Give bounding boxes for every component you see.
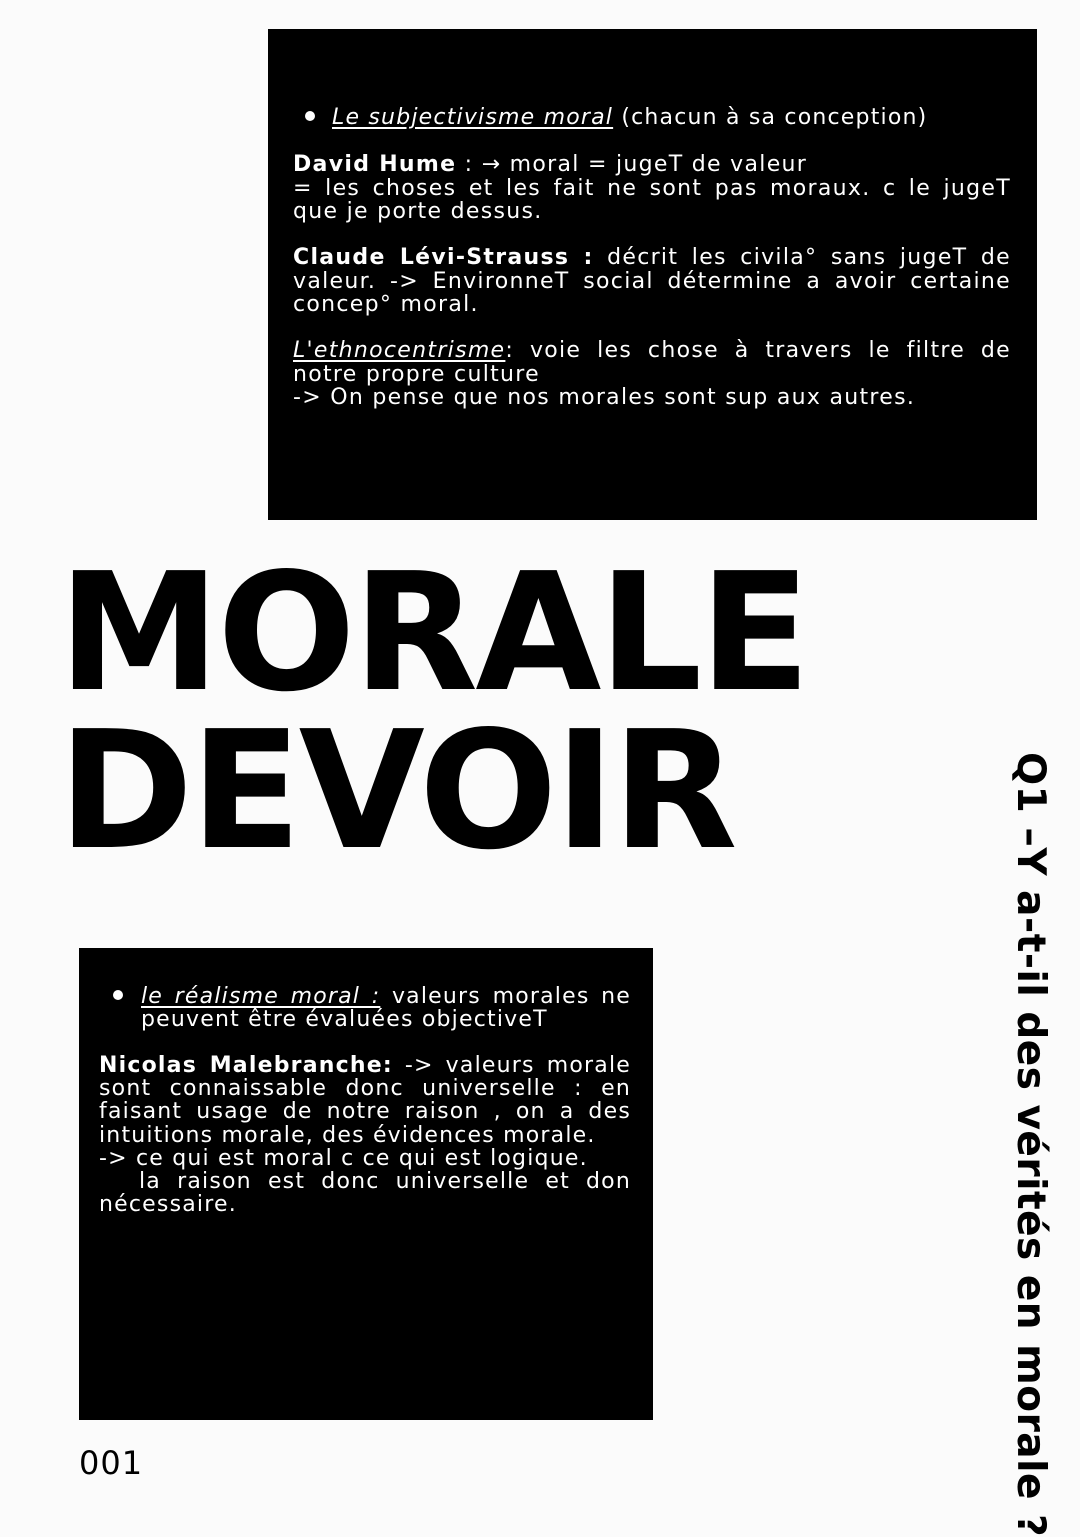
bottom-note-box bbox=[79, 948, 653, 1420]
ethnocentrism-text: : voie les chose à travers le filtre de notre propre culture bbox=[293, 338, 1011, 387]
page-title-morale: MORALE bbox=[58, 539, 808, 728]
bullet-icon bbox=[113, 990, 123, 1000]
ethnocentrism-paragraph bbox=[293, 339, 1011, 410]
page-title-devoir: DEVOIR bbox=[58, 697, 735, 886]
malebranche-text: -> valeurs morale sont connaissable donc universelle : en faisant usage de notre raison , on a des intuitions morale, des évidences morale. bbox=[99, 1053, 631, 1148]
malebranche-text-2: -> ce qui est moral c ce qui est logique. bbox=[99, 1145, 588, 1171]
strauss-paragraph bbox=[293, 246, 1011, 317]
top-note-box bbox=[268, 29, 1037, 520]
malebranche-paragraph bbox=[99, 1054, 631, 1216]
bullet-icon bbox=[305, 111, 315, 121]
realism-bullet bbox=[113, 985, 631, 1031]
hume-text: : → moral = jugeT de valeur bbox=[456, 152, 808, 177]
ethnocentrism-term: L'ethnocentrisme bbox=[293, 338, 506, 363]
hume-text-2: = les choses et les fait ne sont pas moraux. c le jugeT que je porte dessus. bbox=[293, 175, 1011, 224]
question-heading: Q1 –Y a-t-il des vérités en morale ? bbox=[1008, 752, 1053, 1537]
subjectivism-term: Le subjectivisme moral bbox=[332, 105, 614, 130]
subjectivism-bullet bbox=[305, 106, 927, 130]
hume-paragraph bbox=[293, 153, 1011, 224]
strauss-text: décrit les civila° sans jugeT de valeur. -> EnvironneT social détermine a avoir certaine concep° moral. bbox=[293, 245, 1012, 317]
malebranche-name: Nicolas Malebranche: bbox=[99, 1053, 393, 1078]
malebranche-text-3: la raison est donc universelle et don nécessaire. bbox=[99, 1169, 631, 1218]
realism-term: le réalisme moral : bbox=[141, 984, 381, 1009]
subjectivism-desc: (chacun à sa conception) bbox=[613, 105, 928, 130]
ethnocentrism-text-2: -> On pense que nos morales sont sup aux autres. bbox=[293, 385, 916, 410]
realism-desc: valeurs morales ne peuvent être évaluées objectiveT bbox=[141, 984, 631, 1033]
hume-name: David Hume bbox=[293, 152, 457, 177]
page-number: 001 bbox=[79, 1444, 144, 1482]
strauss-name: Claude Lévi-Strauss : bbox=[293, 245, 594, 270]
